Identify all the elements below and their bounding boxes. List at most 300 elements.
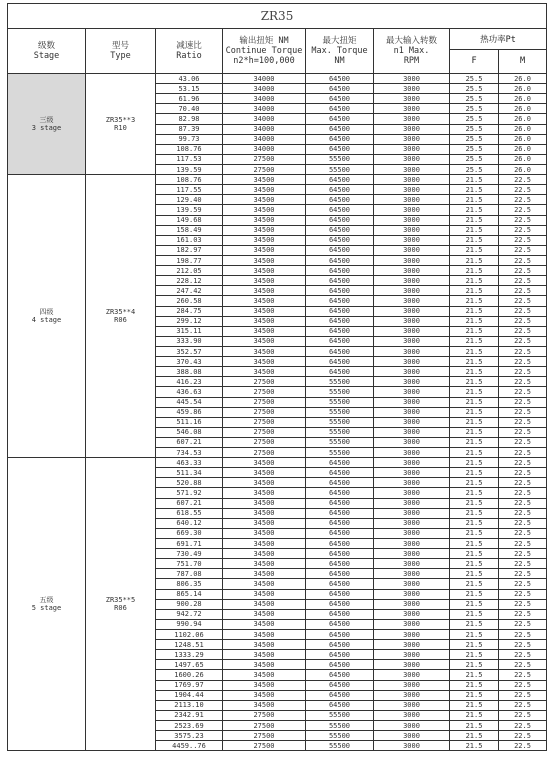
ratio-cell: 990.94 — [156, 619, 223, 629]
max-torque-cell: 64500 — [306, 235, 374, 245]
header-stage — [8, 29, 86, 74]
max-torque-cell: 55500 — [306, 387, 374, 397]
max-torque-cell: 64500 — [306, 508, 374, 518]
max-speed-cell: 3000 — [374, 266, 450, 276]
heat-m-cell: 26.0 — [499, 114, 547, 124]
heat-f-cell: 21.5 — [450, 215, 499, 225]
ratio-cell: 129.40 — [156, 195, 223, 205]
type-suffix: R06 — [114, 604, 127, 613]
heat-f-cell: 21.5 — [450, 599, 499, 609]
torque-cell: 34500 — [223, 357, 306, 367]
heat-f-cell: 25.5 — [450, 164, 499, 174]
ratio-cell: 640.12 — [156, 518, 223, 528]
torque-cell: 34500 — [223, 528, 306, 538]
max-torque-cell: 64500 — [306, 690, 374, 700]
torque-cell: 34500 — [223, 599, 306, 609]
heat-m-cell: 22.5 — [499, 518, 547, 528]
ratio-cell: 198.77 — [156, 255, 223, 265]
max-speed-cell: 3000 — [374, 357, 450, 367]
type-model: ZR35**4 — [105, 308, 136, 317]
max-torque-cell: 64500 — [306, 94, 374, 104]
type-model: ZR35**3 — [105, 116, 136, 125]
max-torque-cell: 64500 — [306, 549, 374, 559]
ratio-cell: 900.28 — [156, 599, 223, 609]
torque-cell: 34500 — [223, 245, 306, 255]
max-torque-cell: 55500 — [306, 437, 374, 447]
max-speed-cell: 3000 — [374, 427, 450, 437]
heat-f-cell: 21.5 — [450, 458, 499, 468]
heat-m-cell: 22.5 — [499, 407, 547, 417]
heat-m-cell: 22.5 — [499, 569, 547, 579]
heat-m-cell: 26.0 — [499, 134, 547, 144]
max-speed-cell: 3000 — [374, 630, 450, 640]
heat-m-cell: 22.5 — [499, 741, 547, 751]
ratio-cell: 669.30 — [156, 528, 223, 538]
ratio-cell: 2342.91 — [156, 710, 223, 720]
torque-cell: 34500 — [223, 205, 306, 215]
header-max-speed-cn: 最大输入转数 — [385, 36, 437, 46]
stage-label-en: 5 stage — [31, 604, 62, 613]
heat-f-cell: 21.5 — [450, 579, 499, 589]
torque-cell: 34500 — [223, 225, 306, 235]
torque-cell: 34500 — [223, 488, 306, 498]
heat-m-cell: 26.0 — [499, 84, 547, 94]
heat-f-cell: 21.5 — [450, 235, 499, 245]
ratio-cell: 284.75 — [156, 306, 223, 316]
max-torque-cell: 64500 — [306, 619, 374, 629]
heat-f-cell: 21.5 — [450, 478, 499, 488]
max-speed-cell: 3000 — [374, 640, 450, 650]
max-speed-cell: 3000 — [374, 225, 450, 235]
heat-m-cell: 22.5 — [499, 336, 547, 346]
heat-m-cell: 26.0 — [499, 164, 547, 174]
heat-m-cell: 22.5 — [499, 437, 547, 447]
heat-m-cell: 22.5 — [499, 549, 547, 559]
torque-cell: 34500 — [223, 569, 306, 579]
table-body — [8, 74, 547, 751]
max-speed-cell: 3000 — [374, 296, 450, 306]
header-max-torque-unit: NM — [334, 56, 345, 66]
ratio-cell: 70.40 — [156, 104, 223, 114]
heat-m-cell: 22.5 — [499, 539, 547, 549]
heat-m-cell: 22.5 — [499, 528, 547, 538]
max-speed-cell: 3000 — [374, 448, 450, 458]
max-torque-cell: 64500 — [306, 124, 374, 134]
heat-m-cell: 22.5 — [499, 367, 547, 377]
header-max-speed — [374, 29, 450, 74]
heat-f-cell: 21.5 — [450, 377, 499, 387]
heat-m-cell: 22.5 — [499, 609, 547, 619]
torque-cell: 34500 — [223, 316, 306, 326]
heat-m-cell: 22.5 — [499, 316, 547, 326]
heat-m-cell: 22.5 — [499, 326, 547, 336]
max-speed-cell: 3000 — [374, 104, 450, 114]
torque-cell: 27500 — [223, 710, 306, 720]
ratio-cell: 571.92 — [156, 488, 223, 498]
heat-f-cell: 21.5 — [450, 660, 499, 670]
table-title: ZR35 — [8, 4, 547, 29]
torque-cell: 27500 — [223, 741, 306, 751]
torque-cell: 34500 — [223, 518, 306, 528]
max-torque-cell: 64500 — [306, 316, 374, 326]
torque-cell: 34500 — [223, 670, 306, 680]
torque-cell: 34500 — [223, 559, 306, 569]
heat-m-cell: 22.5 — [499, 458, 547, 468]
max-speed-cell: 3000 — [374, 549, 450, 559]
max-speed-cell: 3000 — [374, 235, 450, 245]
max-speed-cell: 3000 — [374, 599, 450, 609]
max-speed-cell: 3000 — [374, 94, 450, 104]
heat-m-cell: 22.5 — [499, 185, 547, 195]
torque-cell: 34000 — [223, 144, 306, 154]
max-torque-cell: 64500 — [306, 357, 374, 367]
ratio-cell: 607.21 — [156, 498, 223, 508]
max-speed-cell: 3000 — [374, 144, 450, 154]
stage-label-cn: 三级 — [39, 116, 54, 125]
heat-m-cell: 22.5 — [499, 296, 547, 306]
stage-cell — [8, 74, 86, 175]
heat-f-cell: 21.5 — [450, 367, 499, 377]
heat-m-cell: 22.5 — [499, 559, 547, 569]
heat-f-cell: 21.5 — [450, 205, 499, 215]
stage-cell — [8, 175, 86, 458]
max-torque-cell: 64500 — [306, 306, 374, 316]
heat-m-cell: 26.0 — [499, 104, 547, 114]
header-type-cn: 型号 — [111, 41, 129, 51]
heat-m-cell: 22.5 — [499, 448, 547, 458]
max-speed-cell: 3000 — [374, 468, 450, 478]
heat-m-cell: 22.5 — [499, 640, 547, 650]
max-speed-cell: 3000 — [374, 478, 450, 488]
heat-f-cell: 21.5 — [450, 528, 499, 538]
max-torque-cell: 64500 — [306, 114, 374, 124]
torque-cell: 34500 — [223, 458, 306, 468]
max-torque-cell: 64500 — [306, 215, 374, 225]
heat-f-cell: 21.5 — [450, 286, 499, 296]
heat-f-cell: 21.5 — [450, 417, 499, 427]
header-heat-f: F — [450, 49, 499, 73]
max-torque-cell: 64500 — [306, 478, 374, 488]
ratio-cell: 228.12 — [156, 276, 223, 286]
max-torque-cell: 64500 — [306, 660, 374, 670]
heat-f-cell: 21.5 — [450, 306, 499, 316]
header-stage-cn: 级数 — [37, 41, 55, 51]
ratio-cell: 416.23 — [156, 377, 223, 387]
header-stage-en: Stage — [33, 51, 60, 61]
ratio-cell: 520.88 — [156, 478, 223, 488]
type-cell — [86, 458, 156, 751]
heat-f-cell: 21.5 — [450, 539, 499, 549]
heat-f-cell: 21.5 — [450, 619, 499, 629]
type-cell — [86, 175, 156, 458]
max-speed-cell: 3000 — [374, 741, 450, 751]
max-speed-cell: 3000 — [374, 528, 450, 538]
torque-cell: 34500 — [223, 266, 306, 276]
ratio-cell: 1769.97 — [156, 680, 223, 690]
header-max-speed-unit: RPM — [403, 56, 420, 66]
heat-f-cell: 25.5 — [450, 114, 499, 124]
max-speed-cell: 3000 — [374, 286, 450, 296]
max-torque-cell: 64500 — [306, 185, 374, 195]
heat-m-cell: 22.5 — [499, 508, 547, 518]
torque-cell: 27500 — [223, 448, 306, 458]
heat-f-cell: 21.5 — [450, 427, 499, 437]
ratio-cell: 4459..76 — [156, 741, 223, 751]
max-torque-cell: 64500 — [306, 498, 374, 508]
max-torque-cell: 64500 — [306, 266, 374, 276]
max-speed-cell: 3000 — [374, 518, 450, 528]
header-heat-m: M — [499, 49, 547, 73]
heat-f-cell: 21.5 — [450, 175, 499, 185]
torque-cell: 34500 — [223, 549, 306, 559]
torque-cell: 27500 — [223, 164, 306, 174]
torque-cell: 34500 — [223, 367, 306, 377]
max-torque-cell: 64500 — [306, 599, 374, 609]
max-torque-cell: 64500 — [306, 175, 374, 185]
max-speed-cell: 3000 — [374, 579, 450, 589]
heat-m-cell: 22.5 — [499, 579, 547, 589]
heat-f-cell: 21.5 — [450, 559, 499, 569]
heat-f-cell: 21.5 — [450, 710, 499, 720]
max-speed-cell: 3000 — [374, 569, 450, 579]
header-type-en: Type — [110, 51, 131, 61]
heat-m-cell: 22.5 — [499, 377, 547, 387]
max-torque-cell: 55500 — [306, 154, 374, 164]
max-torque-cell: 64500 — [306, 255, 374, 265]
max-torque-cell: 64500 — [306, 74, 374, 84]
heat-m-cell: 22.5 — [499, 427, 547, 437]
heat-f-cell: 21.5 — [450, 195, 499, 205]
max-speed-cell: 3000 — [374, 650, 450, 660]
max-torque-cell: 64500 — [306, 346, 374, 356]
stage-label-en: 3 stage — [31, 124, 62, 133]
heat-f-cell: 21.5 — [450, 266, 499, 276]
heat-m-cell: 22.5 — [499, 690, 547, 700]
heat-f-cell: 21.5 — [450, 276, 499, 286]
ratio-cell: 1904.44 — [156, 690, 223, 700]
heat-f-cell: 21.5 — [450, 508, 499, 518]
heat-m-cell: 22.5 — [499, 276, 547, 286]
heat-m-cell: 22.5 — [499, 670, 547, 680]
torque-cell: 34500 — [223, 276, 306, 286]
heat-m-cell: 22.5 — [499, 175, 547, 185]
ratio-cell: 691.71 — [156, 539, 223, 549]
max-speed-cell: 3000 — [374, 397, 450, 407]
max-speed-cell: 3000 — [374, 680, 450, 690]
heat-f-cell: 21.5 — [450, 296, 499, 306]
heat-m-cell: 22.5 — [499, 599, 547, 609]
heat-f-cell: 21.5 — [450, 407, 499, 417]
type-suffix: R06 — [114, 316, 127, 325]
heat-m-cell: 22.5 — [499, 357, 547, 367]
heat-f-cell: 21.5 — [450, 650, 499, 660]
torque-cell: 34500 — [223, 660, 306, 670]
heat-m-cell: 22.5 — [499, 195, 547, 205]
ratio-cell: 43.06 — [156, 74, 223, 84]
max-torque-cell: 55500 — [306, 741, 374, 751]
torque-cell: 34500 — [223, 478, 306, 488]
heat-f-cell: 21.5 — [450, 640, 499, 650]
heat-m-cell: 22.5 — [499, 397, 547, 407]
heat-f-cell: 21.5 — [450, 326, 499, 336]
torque-cell: 34500 — [223, 326, 306, 336]
max-torque-cell: 64500 — [306, 579, 374, 589]
ratio-cell: 82.98 — [156, 114, 223, 124]
max-speed-cell: 3000 — [374, 276, 450, 286]
max-torque-cell: 55500 — [306, 448, 374, 458]
torque-cell: 34500 — [223, 185, 306, 195]
ratio-cell: 1248.51 — [156, 640, 223, 650]
ratio-cell: 1497.65 — [156, 660, 223, 670]
ratio-cell: 618.55 — [156, 508, 223, 518]
max-torque-cell: 64500 — [306, 609, 374, 619]
heat-f-cell: 21.5 — [450, 741, 499, 751]
ratio-cell: 2523.69 — [156, 721, 223, 731]
stage-label-cn: 四级 — [39, 308, 54, 317]
torque-cell: 27500 — [223, 407, 306, 417]
max-torque-cell: 64500 — [306, 680, 374, 690]
ratio-cell: 149.68 — [156, 215, 223, 225]
spec-table — [7, 3, 547, 751]
heat-m-cell: 22.5 — [499, 721, 547, 731]
torque-cell: 34500 — [223, 690, 306, 700]
ratio-cell: 1333.29 — [156, 650, 223, 660]
max-torque-cell: 64500 — [306, 326, 374, 336]
header-torque-en: Continue Torque — [225, 46, 303, 56]
torque-cell: 34500 — [223, 680, 306, 690]
heat-f-cell: 21.5 — [450, 589, 499, 599]
heat-f-cell: 25.5 — [450, 104, 499, 114]
ratio-cell: 158.49 — [156, 225, 223, 235]
torque-cell: 34500 — [223, 255, 306, 265]
max-torque-cell: 64500 — [306, 134, 374, 144]
torque-cell: 27500 — [223, 417, 306, 427]
heat-m-cell: 22.5 — [499, 286, 547, 296]
heat-m-cell: 22.5 — [499, 205, 547, 215]
heat-m-cell: 22.5 — [499, 619, 547, 629]
max-speed-cell: 3000 — [374, 114, 450, 124]
heat-m-cell: 26.0 — [499, 124, 547, 134]
ratio-cell: 117.53 — [156, 154, 223, 164]
max-speed-cell: 3000 — [374, 488, 450, 498]
max-speed-cell: 3000 — [374, 710, 450, 720]
torque-cell: 27500 — [223, 731, 306, 741]
max-speed-cell: 3000 — [374, 346, 450, 356]
heat-m-cell: 22.5 — [499, 650, 547, 660]
max-torque-cell: 64500 — [306, 84, 374, 94]
heat-f-cell: 21.5 — [450, 336, 499, 346]
max-torque-cell: 64500 — [306, 518, 374, 528]
heat-f-cell: 21.5 — [450, 255, 499, 265]
max-speed-cell: 3000 — [374, 336, 450, 346]
heat-f-cell: 21.5 — [450, 488, 499, 498]
type-cell — [86, 74, 156, 175]
torque-cell: 34500 — [223, 508, 306, 518]
heat-m-cell: 22.5 — [499, 387, 547, 397]
max-torque-cell: 64500 — [306, 569, 374, 579]
ratio-cell: 463.33 — [156, 458, 223, 468]
ratio-cell: 299.12 — [156, 316, 223, 326]
heat-f-cell: 25.5 — [450, 124, 499, 134]
heat-f-cell: 25.5 — [450, 74, 499, 84]
max-torque-cell: 64500 — [306, 670, 374, 680]
heat-f-cell: 21.5 — [450, 518, 499, 528]
ratio-cell: 370.43 — [156, 357, 223, 367]
torque-cell: 27500 — [223, 387, 306, 397]
max-torque-cell: 55500 — [306, 721, 374, 731]
torque-cell: 27500 — [223, 437, 306, 447]
ratio-cell: 1102.06 — [156, 630, 223, 640]
max-speed-cell: 3000 — [374, 690, 450, 700]
max-torque-cell: 64500 — [306, 104, 374, 114]
heat-m-cell: 26.0 — [499, 154, 547, 164]
ratio-cell: 99.73 — [156, 134, 223, 144]
max-speed-cell: 3000 — [374, 559, 450, 569]
heat-m-cell: 22.5 — [499, 589, 547, 599]
type-model: ZR35**5 — [105, 596, 136, 605]
heat-f-cell: 25.5 — [450, 134, 499, 144]
ratio-cell: 117.55 — [156, 185, 223, 195]
max-speed-cell: 3000 — [374, 437, 450, 447]
ratio-cell: 61.96 — [156, 94, 223, 104]
ratio-cell: 459.86 — [156, 407, 223, 417]
heat-m-cell: 22.5 — [499, 266, 547, 276]
heat-f-cell: 21.5 — [450, 498, 499, 508]
ratio-cell: 247.42 — [156, 286, 223, 296]
heat-f-cell: 21.5 — [450, 549, 499, 559]
ratio-cell: 806.35 — [156, 579, 223, 589]
torque-cell: 34500 — [223, 619, 306, 629]
heat-m-cell: 22.5 — [499, 700, 547, 710]
max-torque-cell: 64500 — [306, 205, 374, 215]
max-torque-cell: 55500 — [306, 164, 374, 174]
max-torque-cell: 55500 — [306, 377, 374, 387]
max-speed-cell: 3000 — [374, 84, 450, 94]
max-speed-cell: 3000 — [374, 731, 450, 741]
heat-f-cell: 21.5 — [450, 448, 499, 458]
table-row — [8, 458, 547, 468]
header-max-torque — [306, 29, 374, 74]
max-torque-cell: 64500 — [306, 458, 374, 468]
heat-m-cell: 22.5 — [499, 306, 547, 316]
torque-cell: 34500 — [223, 609, 306, 619]
torque-cell: 34000 — [223, 104, 306, 114]
header-ratio-en: Ratio — [176, 51, 202, 61]
max-torque-cell: 64500 — [306, 640, 374, 650]
torque-cell: 27500 — [223, 397, 306, 407]
torque-cell: 34500 — [223, 579, 306, 589]
max-torque-cell: 64500 — [306, 468, 374, 478]
torque-cell: 34000 — [223, 84, 306, 94]
heat-f-cell: 21.5 — [450, 690, 499, 700]
max-torque-cell: 64500 — [306, 336, 374, 346]
heat-m-cell: 26.0 — [499, 94, 547, 104]
heat-m-cell: 22.5 — [499, 731, 547, 741]
max-speed-cell: 3000 — [374, 124, 450, 134]
max-torque-cell: 64500 — [306, 195, 374, 205]
max-speed-cell: 3000 — [374, 660, 450, 670]
header-type — [86, 29, 156, 74]
heat-m-cell: 22.5 — [499, 630, 547, 640]
torque-cell: 34500 — [223, 700, 306, 710]
max-speed-cell: 3000 — [374, 367, 450, 377]
ratio-cell: 734.53 — [156, 448, 223, 458]
torque-cell: 34500 — [223, 346, 306, 356]
ratio-cell: 333.90 — [156, 336, 223, 346]
max-torque-cell: 55500 — [306, 731, 374, 741]
table-row — [8, 175, 547, 185]
torque-cell: 34500 — [223, 215, 306, 225]
